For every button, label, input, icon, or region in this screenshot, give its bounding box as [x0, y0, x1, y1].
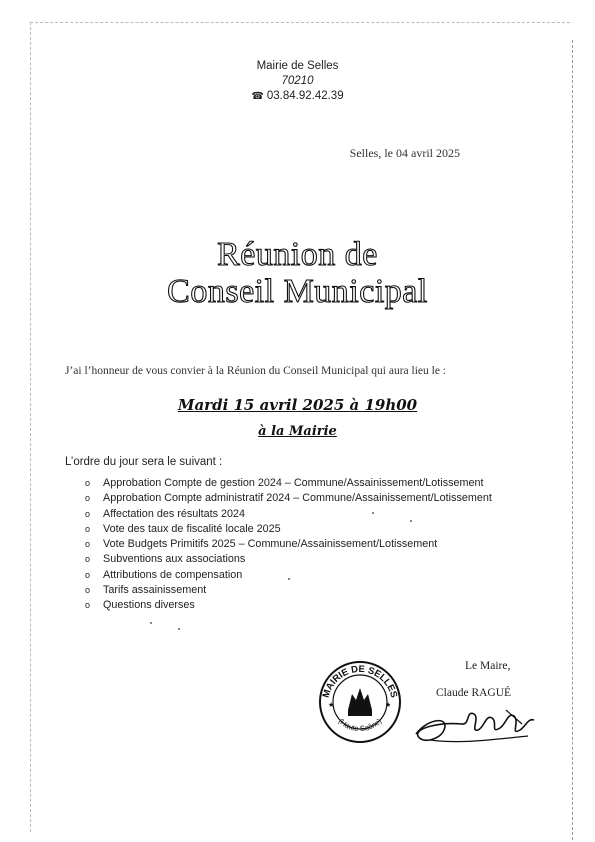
date-line: Selles, le 04 avril 2025 — [349, 146, 460, 160]
agenda-item: o Approbation Compte de gestion 2024 – Commune/Assainissement/Lotissement — [85, 476, 492, 491]
agenda-intro: L’ordre du jour sera le suivant : — [65, 456, 223, 468]
circle-bullet-icon: o — [85, 539, 91, 550]
scan-speckle — [372, 512, 374, 514]
meeting-datetime: Mardi 15 avril 2025 à 19h00 — [177, 396, 418, 414]
scan-speckle — [410, 520, 412, 522]
agenda-item: o Affectation des résultats 2024 — [85, 507, 492, 522]
svg-text:(Haute Saône): (Haute Saône) — [336, 716, 384, 734]
circle-bullet-icon: o — [85, 523, 91, 534]
agenda-item: o Attributions de compensation — [85, 568, 492, 583]
phone-icon: ☎ — [251, 91, 264, 102]
scan-speckle — [150, 622, 152, 624]
town-seal-stamp — [318, 660, 402, 744]
agenda-item: o Approbation Compte administratif 2024 – Commune/Assainissement/Lotissement — [85, 491, 492, 506]
phone-line — [0, 90, 595, 102]
agenda-item: o Subventions aux associations — [85, 552, 492, 567]
svg-text:★: ★ — [328, 701, 335, 709]
circle-bullet-icon: o — [85, 585, 91, 596]
circle-bullet-icon: o — [85, 508, 91, 519]
circle-bullet-icon: o — [85, 569, 91, 580]
scan-speckle — [288, 578, 290, 580]
town-hall-name: Mairie de Selles — [256, 60, 339, 72]
scan-speckle — [178, 628, 180, 630]
svg-text:★: ★ — [385, 701, 392, 709]
invitation-text: J’ai l’honneur de vous convier à la Réunion du Conseil Municipal qui aura lieu le : — [65, 365, 447, 377]
circle-bullet-icon: o — [85, 554, 91, 565]
svg-text:MAIRIE DE SELLES: MAIRIE DE SELLES — [320, 663, 400, 700]
circle-bullet-icon: o — [85, 600, 91, 611]
circle-bullet-icon: o — [85, 493, 91, 504]
agenda-item: o Questions diverses — [85, 598, 492, 613]
signer-role: Le Maire, — [465, 660, 511, 672]
agenda-list — [85, 476, 492, 614]
scan-edge-top — [30, 22, 570, 23]
title-line-1: Réunion de — [217, 236, 378, 273]
phone-number: 03.84.92.42.39 — [266, 90, 344, 102]
title-line-2: Conseil Municipal — [167, 273, 428, 310]
meeting-place: à la Mairie — [258, 424, 337, 439]
handwritten-signature — [410, 700, 540, 750]
signer-name: Claude RAGUÉ — [436, 687, 512, 699]
circle-bullet-icon: o — [85, 478, 91, 488]
agenda-item: o Vote Budgets Primitifs 2025 – Commune/Assainissement/Lotissement — [85, 537, 492, 552]
agenda-item: o Tarifs assainissement — [85, 583, 492, 598]
scan-edge-right — [572, 40, 573, 840]
agenda-item: o Vote des taux de fiscalité locale 2025 — [85, 522, 492, 537]
postcode: 70210 — [281, 75, 314, 87]
